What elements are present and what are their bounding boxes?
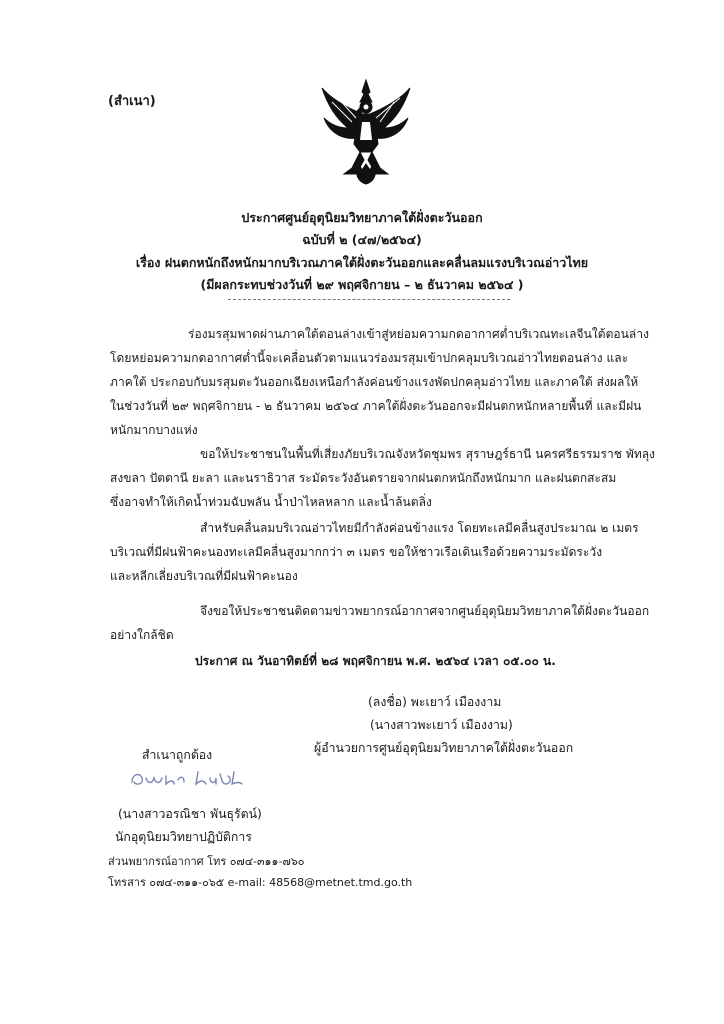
header-divider <box>228 299 510 300</box>
signatory-position: ผู้อำนวยการศูนย์อุตุนิยมวิทยาภาคใต้ฝั่งตะวันออก <box>314 741 574 755</box>
paragraph-1-line-2: โดยหย่อมความกดอากาศต่ำนี้จะเคลื่อนตัวตามแนวร่องมรสุมเข้าปกคลุมบริเวณอ่าวไทยตอนล่าง และ <box>110 351 629 365</box>
signatory-signed: (ลงชื่อ) พะเยาว์ เมืองงาม <box>368 695 502 709</box>
announcement-title: ประกาศศูนย์อุตุนิยมวิทยาภาคใต้ฝั่งตะวันออก <box>241 210 483 225</box>
paragraph-2-line-3: ซึ่งอาจทำให้เกิดน้ำท่วมฉับพลัน น้ำป่าไหลหลาก และน้ำล้นตลิ่ง <box>110 495 432 509</box>
paragraph-2-line-2: สงขลา ปัตตานี ยะลา และนราธิวาส ระมัดระวังอันตรายจากฝนตกหนักถึงหนักมาก และฝนตกสะสม <box>110 471 617 485</box>
paragraph-3-line-3: และหลีกเลี่ยงบริเวณที่มีฝนฟ้าคะนอง <box>110 569 298 583</box>
paragraph-1-line-1: ร่องมรสุมพาดผ่านภาคใต้ตอนล่างเข้าสู่หย่อมความกดอากาศต่ำบริเวณทะเลจีนใต้ตอนล่าง <box>188 327 650 341</box>
paragraph-3-line-2: บริเวณที่มีฝนฟ้าคะนองทะเลมีคลื่นสูงมากกว่า ๓ เมตร ขอให้ชาวเรือเดินเรือด้วยความระมัดระวัง <box>110 545 603 559</box>
footer-department: ส่วนพยากรณ์อากาศ โทร ๐๗๔-๓๑๑-๗๖๐ <box>108 855 305 868</box>
copy-mark: (สำเนา) <box>108 94 156 109</box>
paragraph-1-line-3: ภาคใต้ ประกอบกับมรสุมตะวันออกเฉียงเหนือกำลังค่อนข้างแรงพัดปกคลุมอ่าวไทย และภาคใต้ ส่งผลให้ <box>110 375 639 389</box>
paragraph-1-line-4: ในช่วงวันที่ ๒๙ พฤศจิกายน - ๒ ธันวาคม ๒๕๖๔ ภาคใต้ฝั่งตะวันออกจะมีฝนตกหนักหลายพื้นที่ และมีฝน <box>110 399 642 413</box>
paragraph-4-line-1: จึงขอให้ประชาชนติดตามข่าวพยากรณ์อากาศจากศูนย์อุตุนิยมวิทยาภาคใต้ฝั่งตะวันออก <box>200 604 650 618</box>
certifier-name: (นางสาวอรณิชา พันธุรัตน์) <box>118 807 262 821</box>
paragraph-1-line-5: หนักมากบางแห่ง <box>110 423 198 437</box>
footer-contact: โทรสาร ๐๗๔-๓๑๑-๐๖๕ e-mail: 48568@metnet.tmd.go.th <box>108 876 413 889</box>
handwritten-signature-icon <box>128 766 246 792</box>
certified-copy-label: สำเนาถูกต้อง <box>142 748 213 762</box>
announcement-subject: เรื่อง ฝนตกหนักถึงหนักมากบริเวณภาคใต้ฝั่งตะวันออกและคลื่นลมแรงบริเวณอ่าวไทย <box>135 255 589 270</box>
announcement-number: ฉบับที่ ๒ (๔๗/๒๕๖๔) <box>302 232 422 247</box>
paragraph-3-line-1: สำหรับคลื่นลมบริเวณอ่าวไทยมีกำลังค่อนข้างแรง โดยทะเลมีคลื่นสูงประมาณ ๒ เมตร <box>200 521 639 535</box>
impact-period: (มีผลกระทบช่วงวันที่ ๒๙ พฤศจิกายน – ๒ ธันวาคม ๒๕๖๔ ) <box>200 277 524 292</box>
certifier-position: นักอุตุนิยมวิทยาปฏิบัติการ <box>115 830 252 844</box>
paragraph-2-line-1: ขอให้ประชาชนในพื้นที่เสี่ยงภัยบริเวณจังหวัดชุมพร สุราษฎร์ธานี นครศรีธรรมราช พัทลุง <box>200 447 656 461</box>
garuda-emblem-icon <box>318 78 414 186</box>
signatory-name: (นางสาวพะเยาว์ เมืองงาม) <box>370 718 513 732</box>
paragraph-4-line-2: อย่างใกล้ชิด <box>110 628 174 642</box>
announcement-date: ประกาศ ณ วันอาทิตย์ที่ ๒๘ พฤศจิกายน พ.ศ. ๒๕๖๔ เวลา ๐๕.๐๐ น. <box>195 654 556 668</box>
